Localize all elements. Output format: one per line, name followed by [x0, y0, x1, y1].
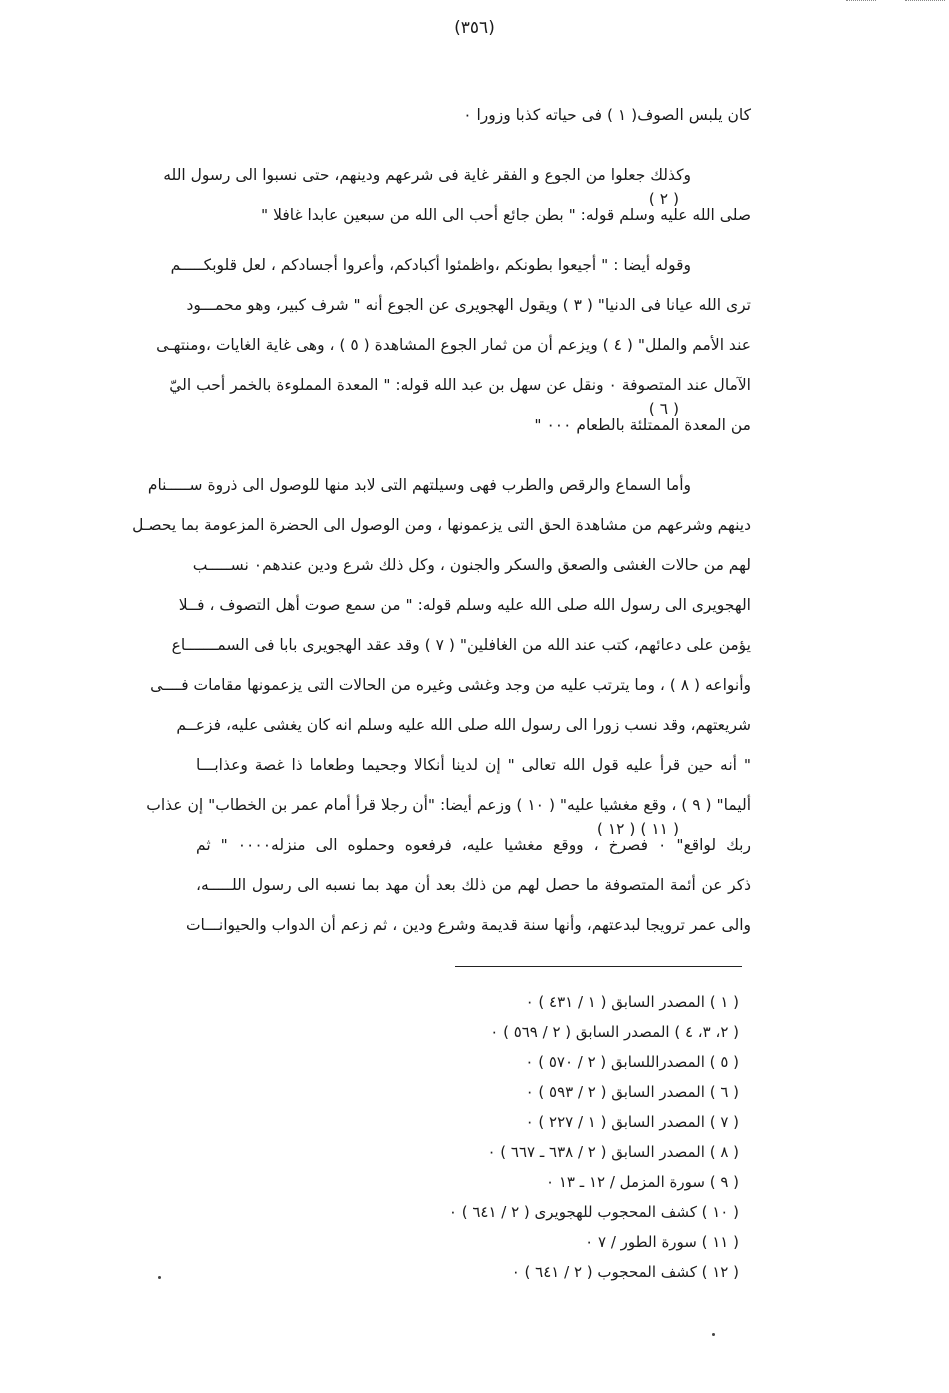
text-line: وأنواعه ( ٨ ) ، وما يترتب عليه من وجد وغشى وغيره من الحالات التى يزعمونها مقامات فــــى: [150, 676, 751, 694]
scan-speck: [158, 1276, 161, 1279]
footnote-separator: [455, 966, 742, 967]
text-line: لهم من حالات الغشى والصعق والسكر والجنون ، وكل ذلك شرع ودين عندهم٠ نســـــب: [192, 556, 751, 574]
footnote-item: ( ٥ ) المصدراللسابق ( ٢ / ٥٧٠ ) ٠: [525, 1053, 739, 1071]
text-line: الآمال عند المتصوفة ٠ ونقل عن سهل بن عبد الله قوله: " المعدة المملوءة بالخمر أحب اليّ: [169, 376, 751, 394]
footnote-item: ( ١٠ ) كشف المحجوب للهجويرى ( ٢ / ٦٤١ ) ٠: [448, 1203, 739, 1221]
footnote-item: ( ٨ ) المصدر السابق ( ٢ / ٦٣٨ ـ ٦٦٧ ) ٠: [487, 1143, 739, 1161]
footnote-item: ( ٦ ) المصدر السابق ( ٢ / ٥٩٣ ) ٠: [525, 1083, 739, 1101]
text-line: وأما السماع والرقص والطرب فهى وسيلتهم التى لابد منها للوصول الى ذروة ســـــنام: [147, 476, 691, 494]
text-line: يؤمن على دعائهم، كتب عند الله من الغافلين" ( ٧ ) وقد عقد الهجويرى بابا فى السمـــــــاع: [171, 636, 751, 654]
text-line: ربك لواقع" ٠ فصرخ ، ووقع مغشيا عليه، فرفعوه وحملوه الى منزله٠٠٠٠ " ثم: [196, 836, 751, 854]
footnote-item: ( ٧ ) المصدر السابق ( ١ / ٢٢٧ ) ٠: [525, 1113, 739, 1131]
footnote-item: ( ١٢ ) كشف المحجوب ( ٢ / ٦٤١ ) ٠: [511, 1263, 739, 1281]
footnote-item: ( ٢، ٣، ٤ ) المصدر السابق ( ٢ / ٥٦٩ ) ٠: [490, 1023, 739, 1041]
text-line: عند الأمم والملل" ( ٤ ) ويزعم أن من ثمار الجوع المشاهدة ( ٥ ) ، وهى غاية الغايات ،ومنتهـى: [156, 336, 751, 354]
text-line: ( ٦ ): [648, 400, 679, 418]
text-line: والى عمر ترويجا لبدعتهم، وأنها سنة قديمة وشرع ودين ، ثم زعم أن الدواب والحيوانـــات: [185, 916, 751, 934]
text-line: الهجويرى الى رسول الله صلى الله عليه وسلم قوله: " من سمع صوت أهل التصوف ، فــلا: [178, 596, 751, 614]
footnote-item: ( ٩ ) سورة المزمل / ١٢ ـ ١٣ ٠: [546, 1173, 739, 1191]
text-line: ذكر عن أئمة المتصوفة ما حصل لهم من ذلك بعد أن مهد بما نسبه الى رسول اللـــــه،: [196, 876, 751, 894]
page-number: (٣٥٦): [454, 18, 495, 38]
footnote-item: ( ١ ) المصدر السابق ( ١ / ٤٣١ ) ٠: [525, 993, 739, 1011]
text-line: صلى الله عليه وسلم قوله: " بطن جائع أحب الى الله من سبعين عابدا غافلا ": [261, 206, 751, 224]
scan-speck: [712, 1333, 715, 1336]
footnote-item: ( ١١ ) سورة الطور / ٧ ٠: [585, 1233, 739, 1251]
text-line: دينهم وشرعهم من مشاهدة الحق التى يزعمونها ، ومن الوصول الى الحضرة المزعومة بما يحصـل: [132, 516, 751, 534]
text-line: شريعتهم، وقد نسب زورا الى رسول الله صلى الله عليه وسلم انه كان يغشى عليه، فزعــم: [176, 716, 751, 734]
text-line: ( ٢ ): [648, 190, 679, 208]
text-line: وقوله أيضا : " أجيعوا بطونكم ،واظمئوا أكبادكم، وأعروا أجسادكم ، لعل قلوبكـــــم: [170, 256, 691, 274]
text-line: وكذلك جعلوا من الجوع و الفقر غاية فى شرعهم ودينهم، حتى نسبوا الى رسول الله: [163, 166, 691, 184]
text-line: كان يلبس الصوف( ١ ) فى حياته كذبا وزورا ٠: [463, 106, 751, 124]
scan-mark: [905, 0, 945, 4]
text-line: ترى الله عيانا فى الدنيا" ( ٣ ) ويقول الهجويرى عن الجوع أنه " شرف كبير، وهو محمـــود: [186, 296, 751, 314]
text-line: من المعدة الممتلئة بالطعام ٠٠٠ ": [534, 416, 751, 434]
text-line: " أنه حين قرأ عليه قول الله تعالى " إن لدينا أنكالا وجحيما وطعاما ذا غصة وعذابـــا: [196, 756, 751, 774]
scan-mark: [846, 0, 876, 4]
text-line: أليما" ( ٩ ) ، وقع مغشيا عليه" ( ١٠ ) وزعم أيضا: "أن رجلا قرأ أمام عمر بن الخطاب" إن عذاب: [146, 796, 751, 814]
text-line: ( ١١ ) ( ١٢ ): [596, 820, 679, 838]
